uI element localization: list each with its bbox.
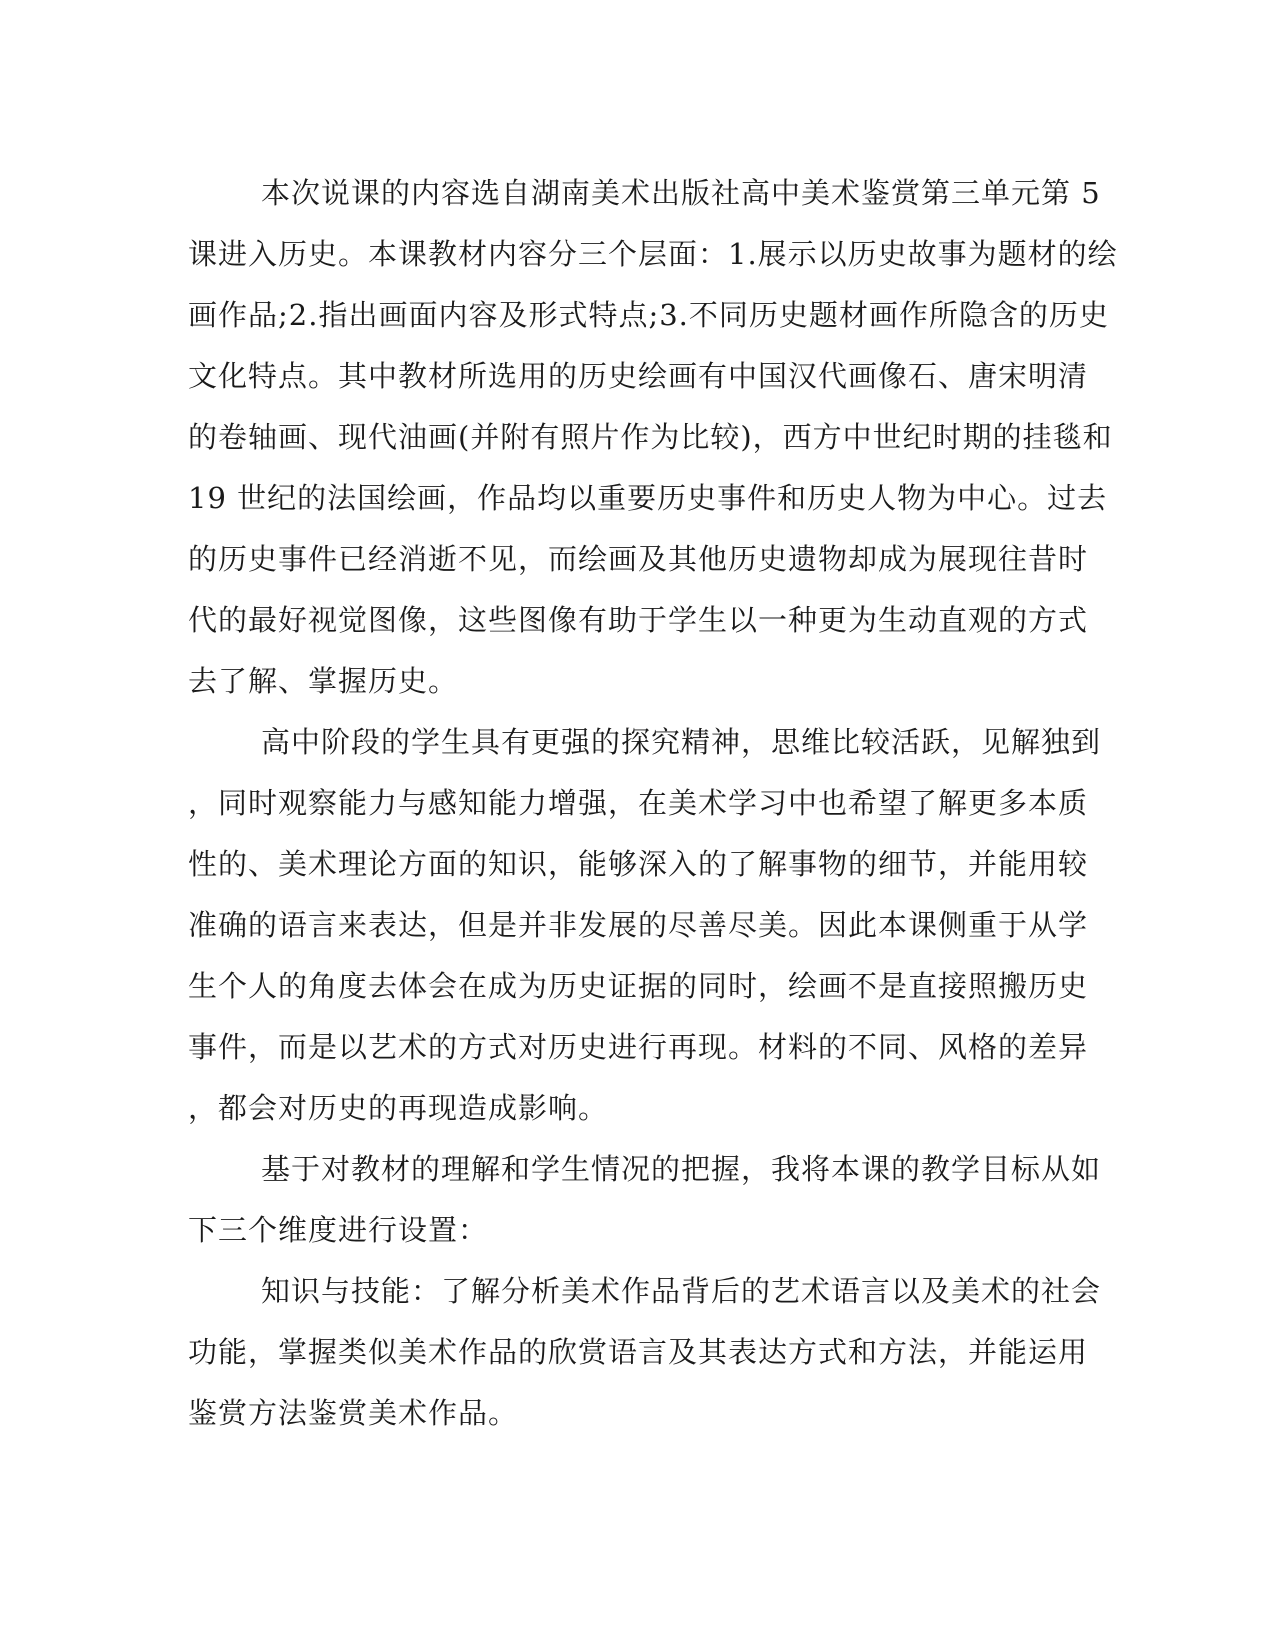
document-body [188,163,1118,1444]
paragraph-line: 准确的语言来表达，但是并非发展的尽善尽美。因此本课侧重于从学 [188,908,1089,942]
paragraph-line: 去了解、掌握历史。 [188,664,459,698]
paragraph-line: 本次说课的内容选自湖南美术出版社高中美术鉴赏第三单元第 5 [261,176,1101,210]
paragraph-line: 的卷轴画、现代油画(并附有照片作为比较)，西方中世纪时期的挂毯和 [188,420,1113,454]
paragraph-line: 文化特点。其中教材所选用的历史绘画有中国汉代画像石、唐宋明清 [188,359,1089,393]
paragraph-line: 19 世纪的法国绘画，作品均以重要历史事件和历史人物为中心。过去 [188,481,1108,515]
paragraph-line: 高中阶段的学生具有更强的探究精神，思维比较活跃，见解独到 [261,725,1102,759]
paragraph-line: 知识与技能：了解分析美术作品背后的艺术语言以及美术的社会 [261,1274,1102,1308]
paragraph-line: 鉴赏方法鉴赏美术作品。 [188,1396,519,1430]
paragraph-line: 课进入历史。本课教材内容分三个层面：1.展示以历史故事为题材的绘 [188,237,1118,271]
paragraph-line: 事件，而是以艺术的方式对历史进行再现。材料的不同、风格的差异 [188,1030,1089,1064]
paragraph-line: 基于对教材的理解和学生情况的把握，我将本课的教学目标从如 [261,1152,1102,1186]
paragraph-line: 代的最好视觉图像，这些图像有助于学生以一种更为生动直观的方式 [188,603,1089,637]
paragraph-line: 功能，掌握类似美术作品的欣赏语言及其表达方式和方法，并能运用 [188,1335,1089,1369]
paragraph-line: 性的、美术理论方面的知识，能够深入的了解事物的细节，并能用较 [188,847,1089,881]
paragraph-line: 画作品;2.指出画面内容及形式特点;3.不同历史题材画作所隐含的历史 [188,298,1109,332]
paragraph-line: 生个人的角度去体会在成为历史证据的同时，绘画不是直接照搬历史 [188,969,1089,1003]
paragraph-line: ，同时观察能力与感知能力增强，在美术学习中也希望了解更多本质 [188,786,1089,820]
paragraph-line: 的历史事件已经消逝不见，而绘画及其他历史遗物却成为展现往昔时 [188,542,1089,576]
paragraph-line: ，都会对历史的再现造成影响。 [188,1091,609,1125]
paragraph-line: 下三个维度进行设置： [188,1213,489,1247]
